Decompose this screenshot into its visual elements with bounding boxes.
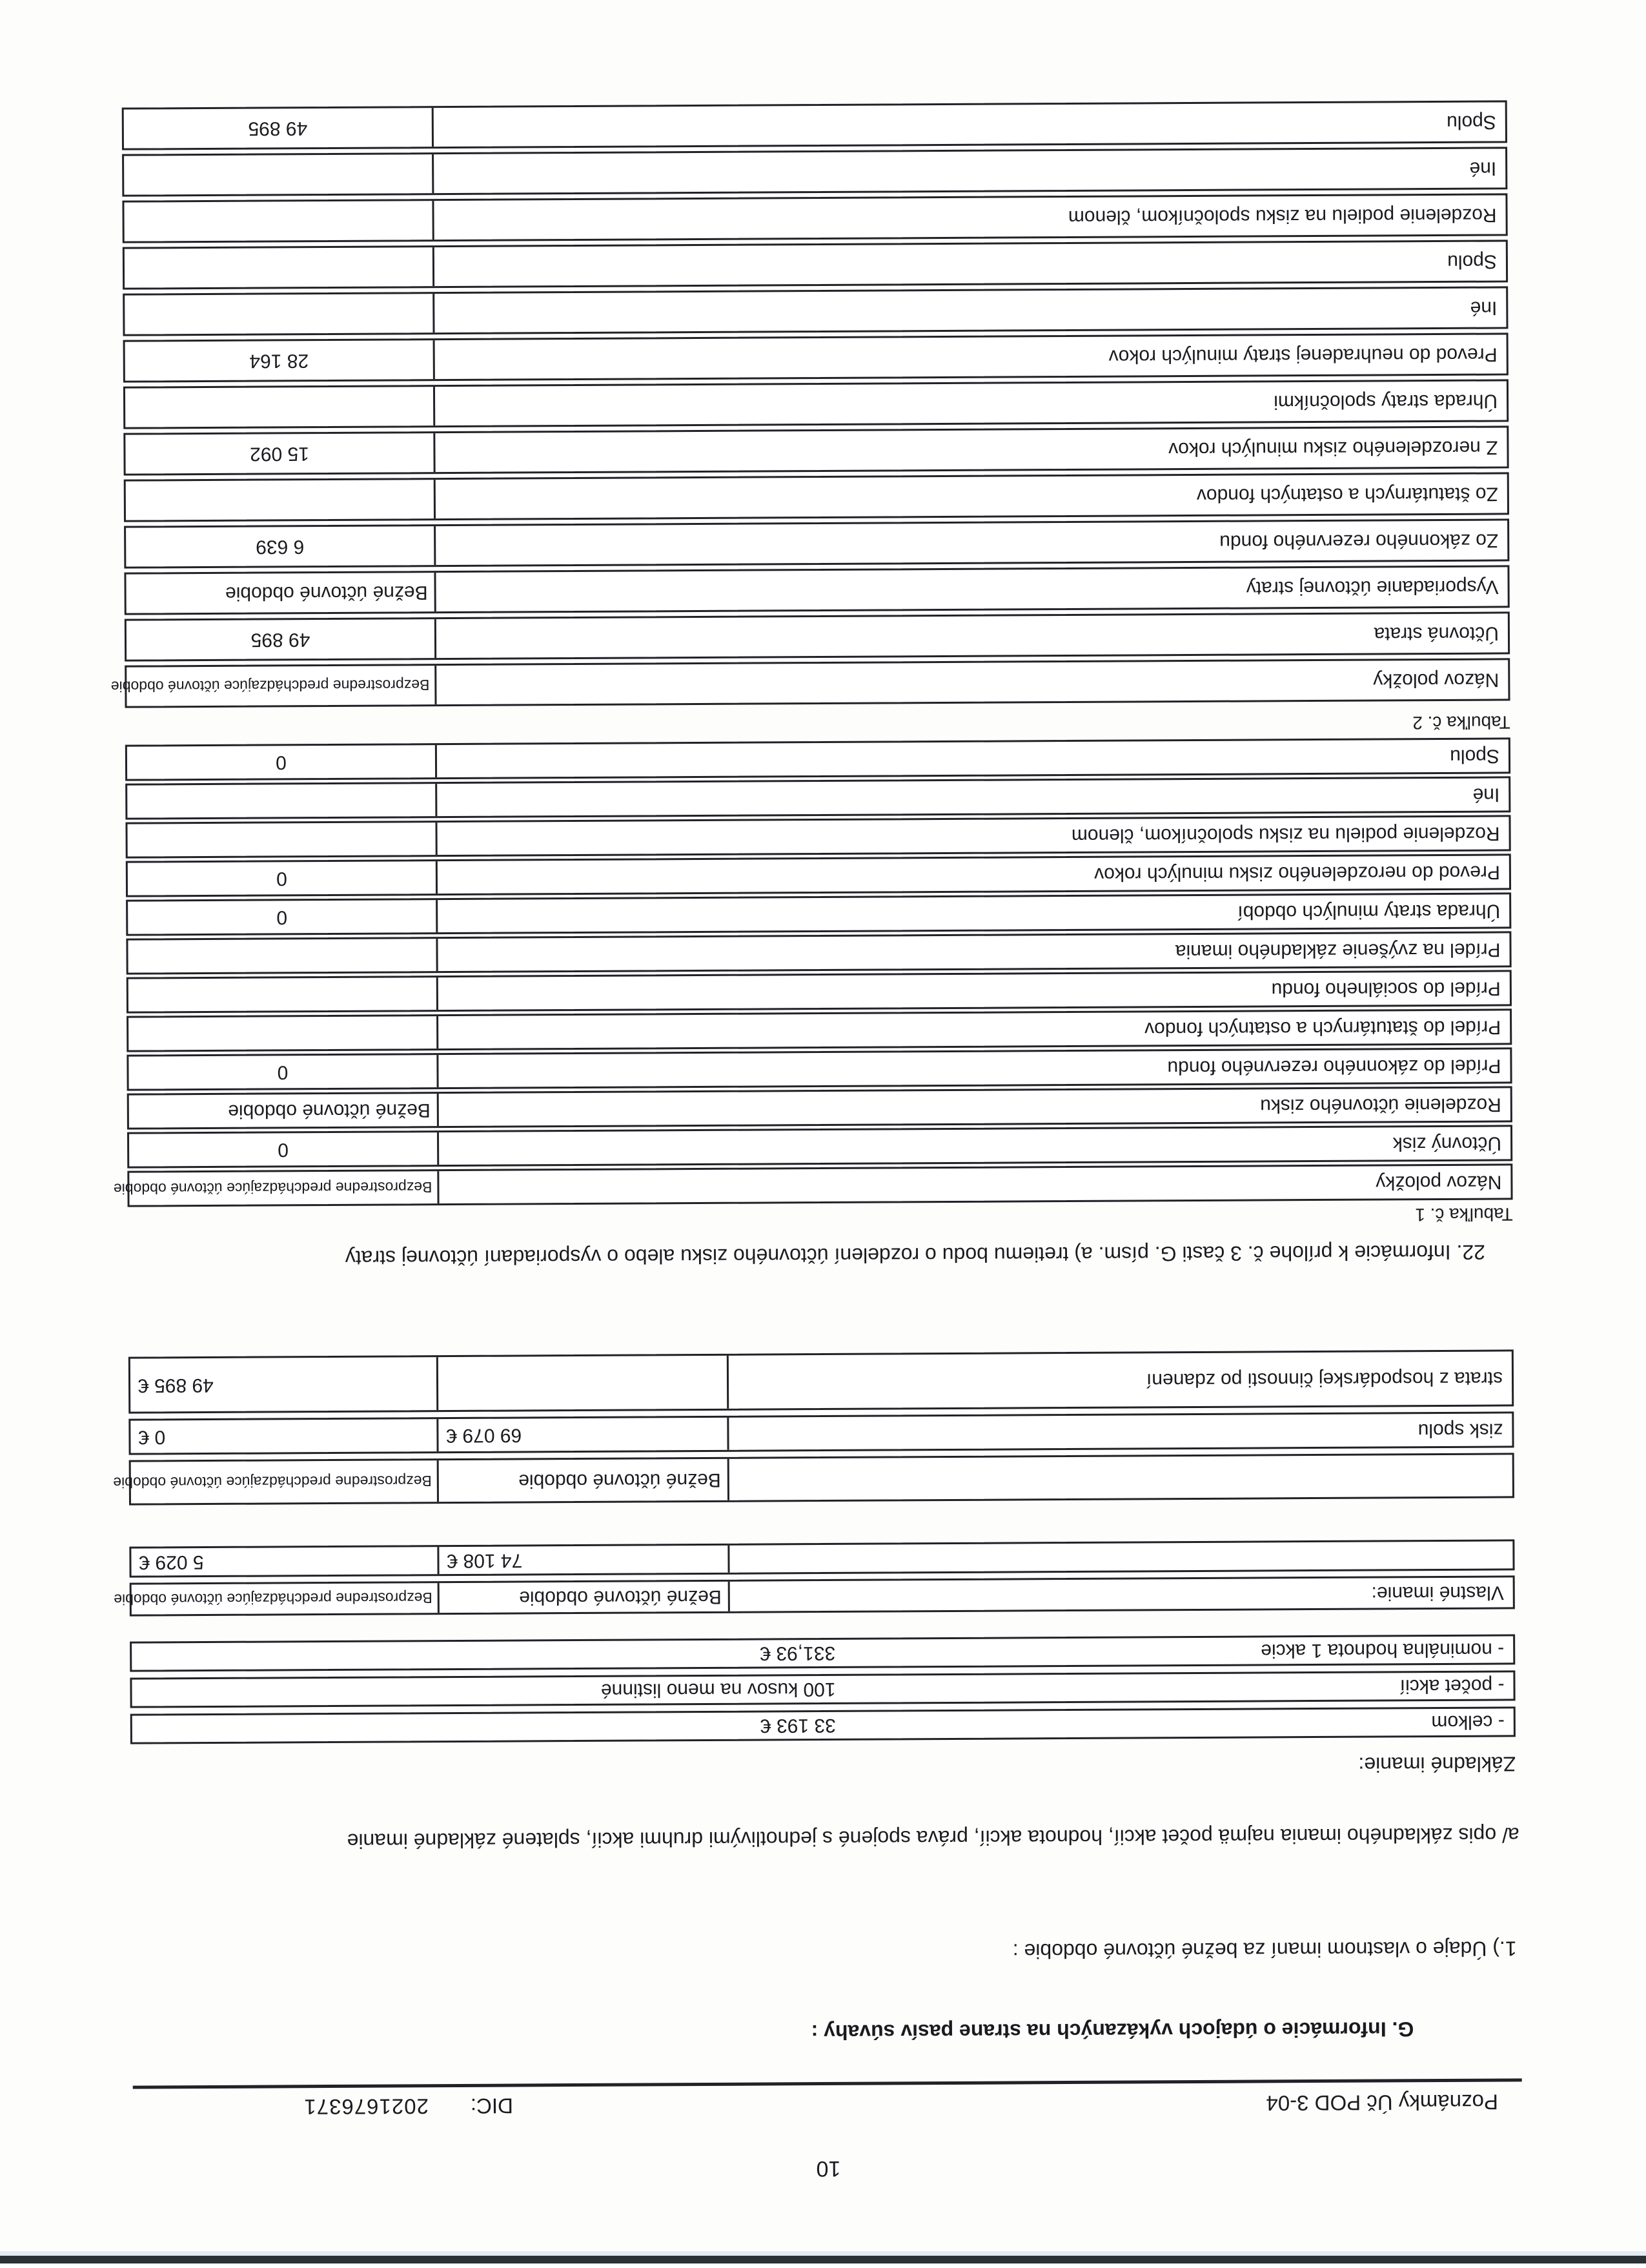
scanner-edge-light-strip <box>0 2251 1646 2256</box>
row-label: Zo zákonného rezervného fondu <box>436 520 1507 565</box>
vlastne-imanie-title: Vlastné imanie: <box>721 1577 1513 1611</box>
column-header-bezne: Bežné účtovné obdobie <box>439 1459 729 1502</box>
table-row <box>122 193 1507 243</box>
table-row <box>130 1706 1516 1744</box>
row-label: - počet akcií <box>1400 1672 1514 1699</box>
paragraph-a: a/ opis základného imania najmä počet akcií, hodnota akcií, práva spojené s jednotlivými druhmi akcií, splatené základné imanie <box>347 1823 1519 1853</box>
row-label: Prídel do sociálneho fondu <box>438 972 1510 1010</box>
row-value: Bežné účtovné obdobie <box>126 573 436 613</box>
row-label: Spolu <box>437 739 1509 777</box>
row-value <box>128 1016 438 1050</box>
zisk-bezne-value: 69 079 € <box>438 1418 729 1451</box>
row-label: Spolu <box>434 102 1505 147</box>
row-label: Iné <box>434 288 1506 332</box>
row-value: 49 895 <box>124 108 434 148</box>
table-row <box>129 1539 1514 1577</box>
table-row <box>128 1411 1514 1455</box>
column-header-bezne: Bežné účtovné obdobie <box>440 1582 730 1613</box>
table-row <box>125 658 1510 708</box>
row-label: - celkom <box>1431 1708 1514 1735</box>
row-label <box>720 1541 1512 1572</box>
strata-bezne-value <box>438 1356 729 1410</box>
table-row <box>122 147 1507 196</box>
row-label: zisk spolu <box>720 1413 1512 1449</box>
row-label: Iné <box>437 778 1509 816</box>
table-2-label: Tabuľka č. 2 <box>1412 711 1510 733</box>
header-rule <box>133 2078 1522 2089</box>
table-row <box>123 286 1508 336</box>
row-value: 6 639 <box>126 526 436 567</box>
table-row <box>124 518 1509 568</box>
table-row <box>123 425 1509 475</box>
dic-value: 2021676371 <box>303 2094 429 2119</box>
table-row <box>123 379 1509 429</box>
row-value <box>125 247 434 288</box>
row-value <box>124 154 434 195</box>
row-label <box>720 1455 1512 1500</box>
table-row <box>127 1008 1512 1052</box>
row-value: 0 <box>128 1055 438 1089</box>
row-label: Prídel na zvýšenie základného imania <box>438 933 1509 971</box>
table-header-row <box>130 1575 1515 1616</box>
table-1 <box>125 735 1513 1207</box>
row-label: Rozdelenie podielu na zisku spoločníkom, členom <box>434 195 1505 240</box>
row-label: Prevod do neuhradenej straty minulých rokov <box>435 334 1507 379</box>
table-row <box>127 1163 1512 1207</box>
row-label: Názov položky <box>436 660 1508 704</box>
zakladne-imanie-label: Základné imanie: <box>1358 1752 1516 1776</box>
row-value <box>126 480 436 520</box>
row-label: Úhrada straty minulých období <box>438 894 1509 932</box>
row-label: Prídel do štatutárnych a ostatných fondov <box>438 1010 1510 1048</box>
row-value <box>127 784 437 818</box>
zakladne-imanie-table <box>130 1628 1516 1744</box>
vlastne-imanie-table <box>129 1539 1515 1616</box>
row-value: 15 092 <box>125 433 435 474</box>
row-label: Iné <box>434 148 1505 193</box>
row-value <box>128 977 438 1012</box>
table-row <box>127 1125 1512 1168</box>
row-value: 100 kusov na meno listinné <box>601 1676 842 1704</box>
row-label: Úhrada straty spoločníkmi <box>435 381 1507 425</box>
row-label: Názov položky <box>439 1165 1510 1203</box>
table-row <box>126 853 1511 897</box>
table-row <box>123 240 1508 289</box>
table-row <box>125 815 1510 858</box>
table-header-row <box>129 1453 1514 1505</box>
row-value <box>125 387 435 427</box>
table-row <box>130 1670 1515 1708</box>
subsection-1-heading: 1.) Údaje o vlastnom imaní za bežné účtovné obdobie : <box>1013 1936 1517 1963</box>
table-row <box>126 892 1511 935</box>
row-value: 0 <box>128 861 438 895</box>
column-header-predch: Bezprostredne predchádzajúce účtovné obdobie <box>132 1583 440 1614</box>
page-number: 10 <box>5 2151 1646 2185</box>
table-row <box>127 1086 1512 1129</box>
table-row <box>125 776 1510 819</box>
row-label: Zo štatutárnych a ostatných fondov <box>436 474 1507 518</box>
row-label: Prevod do nerozdeleného zisku minulých rokov <box>438 855 1509 894</box>
vlastne-imanie-bezne-value: 74 108 € <box>439 1546 729 1574</box>
row-label: strata z hospodárskej činnosti po zdanení <box>720 1351 1512 1408</box>
row-value: 0 <box>127 745 437 779</box>
row-label: Spolu <box>434 241 1506 286</box>
dic-label: DIC: <box>471 2094 513 2118</box>
vlastne-imanie-predch-value: 5 029 € <box>131 1547 439 1575</box>
zisk-predch-value: 0 € <box>130 1419 438 1453</box>
section-g-heading: G. Informácie o údajoch vykázaných na strane pasív súvahy : <box>811 2017 1414 2044</box>
row-value <box>128 939 438 973</box>
table-row <box>125 737 1510 781</box>
table-2 <box>122 96 1510 708</box>
table-row <box>123 332 1509 382</box>
table-row <box>127 1047 1512 1090</box>
row-label: Z nerozdeleného zisku minulých rokov <box>435 427 1507 472</box>
table-row <box>122 100 1507 150</box>
row-label: Účtovná strata <box>436 613 1508 658</box>
row-value: 33 193 € <box>760 1712 842 1739</box>
table-row <box>130 1634 1515 1671</box>
row-value: 49 895 <box>127 619 436 660</box>
table-1-label: Tabuľka č. 1 <box>1415 1203 1513 1225</box>
zisk-strata-table <box>128 1349 1514 1505</box>
row-value: Bezprostredne predchádzajúce účtovné obdobie <box>127 666 436 706</box>
row-value: 0 <box>129 1132 439 1167</box>
row-value: 0 <box>128 900 438 934</box>
form-code: Poznámky Úč POD 3-04 <box>1266 2090 1498 2116</box>
table-row <box>125 611 1510 661</box>
row-value <box>125 294 434 334</box>
strata-predch-value: 49 895 € <box>130 1357 438 1411</box>
row-label: Rozdelenie účtovného zisku <box>439 1088 1510 1126</box>
row-value: 331,93 € <box>760 1640 842 1667</box>
row-value: Bezprostredne predchádzajúce účtovné obdobie <box>129 1171 439 1205</box>
row-label: Účtovný zisk <box>439 1127 1510 1165</box>
table-row <box>127 970 1512 1013</box>
row-label: Rozdelenie podielu na zisku spoločníkom, členom <box>437 817 1509 855</box>
row-value: 28 164 <box>125 340 435 381</box>
table-row <box>128 1349 1514 1413</box>
table-row <box>124 565 1509 615</box>
row-label: Vysporiadanie účtovnej straty <box>436 567 1507 611</box>
row-value <box>124 201 434 241</box>
row-label: Prídel do zákonného rezervného fondu <box>438 1049 1510 1087</box>
row-value: Bežné účtovné obdobie <box>129 1094 439 1128</box>
table-row <box>124 472 1509 522</box>
table-row <box>126 931 1511 974</box>
row-label: - nominálna hodnota 1 akcie <box>1261 1636 1513 1664</box>
scanner-edge-dark-strip <box>0 2256 1646 2263</box>
row-value <box>127 822 437 857</box>
column-header-predch: Bezprostredne predchádzajúce účtovné obdobie <box>131 1460 439 1503</box>
note-22-paragraph: 22. Informácie k prílohe č. 3 časti G. písm. a) tretiemu bodu o rozdelení účtovného zisku alebo o vysporiadaní účtovnej straty <box>345 1240 1485 1270</box>
